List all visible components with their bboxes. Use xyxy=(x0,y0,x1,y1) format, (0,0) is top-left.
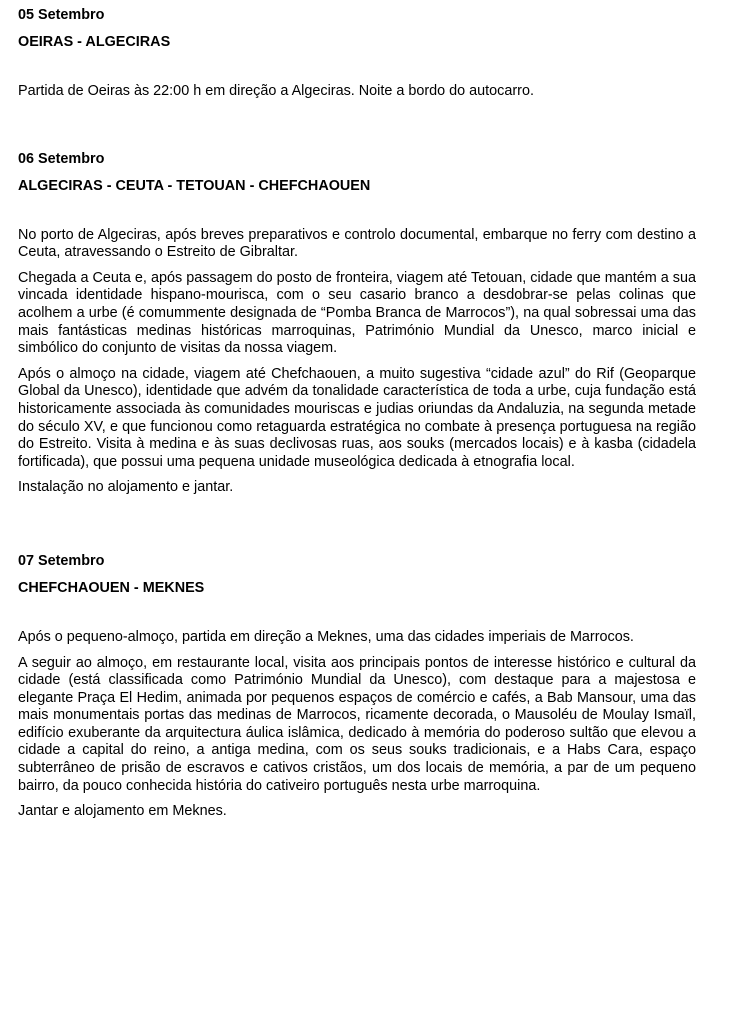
day-date: 05 Setembro xyxy=(18,7,105,23)
day-paragraph: Jantar e alojamento em Meknes. xyxy=(18,803,227,820)
day-paragraph: Partida de Oeiras às 22:00 h em direção a Algeciras. Noite a bordo do autocarro. xyxy=(18,83,534,99)
itinerary-page xyxy=(18,6,696,829)
day-paragraph: No porto de Algeciras, após breves preparativos e controlo documental, embarque no ferry com destino a Ceuta, atravessando o Estreito de Gibraltar. xyxy=(18,226,696,261)
day-section-07-setembro xyxy=(18,552,696,821)
section-spacer xyxy=(18,109,696,150)
day-paragraph: Chegada a Ceuta e, após passagem do posto de fronteira, viagem até Tetouan, cidade que mantém a sua vincada identidade hispano-mourisca, com o seu casario branco a desdobrar-se pelas colinas que acolhem a urbe (é comummente designada de “Pomba Branca de Marrocos”), na qual sobressai uma das mais fantásticas medinas históricas marroquinas, Património Mundial da Unesco, marco inicial e simbólico do conjunto de visitas da nossa viagem. xyxy=(18,269,696,357)
day-paragraph: A seguir ao almoço, em restaurante local, visita aos principais pontos de interesse histórico e cultural da cidade (está classificada como Património Mundial da Unesco), com destaque para a majestosa e elegante Praça El Hedim, animada por pequenos espaços de comércio e cafés, a Bab Mansour, uma das mais monumentais portas das medinas de Marrocos, ricamente decorada, o Mausoléu de Moulay Ismaïl, edifício exuberante da arquitectura áulica islâmica, dedicado à memória do poderoso sultão que elevou a cidade a capital do reino, a antiga medina, com os seus souks tradicionais, e a Habs Cara, espaço subterrâneo de prisão de escravos e cativos cristãos, um dos locais de memória, a par de um pequeno bairro, da pouco conhecida história do cativeiro português nesta urbe marroquina. xyxy=(18,654,696,794)
day-route-title: CHEFCHAOUEN - MEKNES xyxy=(18,579,205,596)
day-paragraph: Após o pequeno-almoço, partida em direção a Meknes, uma das cidades imperiais de Marrocos. xyxy=(18,628,634,645)
day-date: 06 Setembro xyxy=(18,150,105,167)
day-paragraph: Instalação no alojamento e jantar. xyxy=(18,479,234,496)
day-route-title: OEIRAS - ALGECIRAS xyxy=(18,34,171,50)
day-section-05-setembro xyxy=(18,6,696,101)
day-section-06-setembro xyxy=(18,150,696,497)
day-date: 07 Setembro xyxy=(18,552,105,569)
day-paragraph: Após o almoço na cidade, viagem até Chefchaouen, a muito sugestiva “cidade azul” do Rif (Geoparque Global da Unesco), identidade que advém da tonalidade característica de toda a urbe, cuja fundação está historicamente associada às comunidades mouriscas e judias oriundas da Andaluzia, na segunda metade do século XV, e que funcionou como retaguarda estratégica no combate à presença portuguesa na região do Estreito. Visita à medina e às suas declivosas ruas, aos souks (mercados locais) e à kasba (cidadela fortificada), que possui uma pequena unidade museológica dedicada à etnografia local. xyxy=(18,365,696,470)
day-route-title: ALGECIRAS - CEUTA - TETOUAN - CHEFCHAOUEN xyxy=(18,177,371,194)
section-spacer xyxy=(18,505,696,552)
